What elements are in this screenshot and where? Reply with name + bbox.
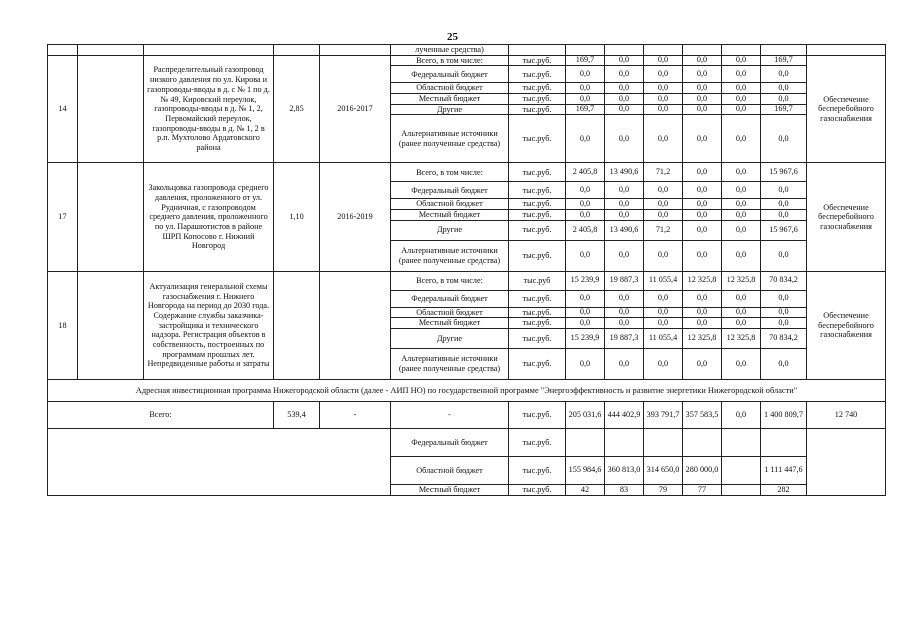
value-cell: [566, 429, 605, 457]
value-cell: 360 813,0: [605, 457, 644, 485]
value-cell: 0,0: [605, 349, 644, 380]
value-cell: 0,0: [605, 94, 644, 105]
value-cell: 0,0: [644, 199, 683, 210]
value-cell: 0,0: [761, 115, 807, 163]
goal-cell: Обеспечение бесперебойного газоснабжения: [807, 163, 886, 271]
value-cell: 0,0: [566, 66, 605, 83]
total-label: Всего:: [48, 402, 274, 429]
table-row: [48, 271, 886, 290]
value-cell: 15 239,9: [566, 329, 605, 349]
row-number: 17: [48, 163, 78, 271]
goal-cell: Обеспечение бесперебойного газоснабжения: [807, 271, 886, 379]
value-cell: 0,0: [683, 210, 722, 221]
value-cell: 169,7: [566, 104, 605, 115]
blank-cell: [807, 429, 886, 496]
length-cell: 2,85: [274, 55, 320, 163]
value-cell: 12 325,8: [722, 329, 761, 349]
total-length: 539,4: [274, 402, 320, 429]
funding-source: Другие: [391, 104, 509, 115]
value-cell: 0,0: [761, 240, 807, 271]
value-cell: 0,0: [644, 210, 683, 221]
program-header: Адресная инвестиционная программа Нижегородской области (далее - АИП НО) по государственной программе "Энергоэффективность и развитие энергетики Нижегородской области": [48, 380, 886, 402]
value-cell: 12 325,8: [683, 271, 722, 290]
value-cell: 0,0: [722, 349, 761, 380]
value-cell: 0,0: [605, 83, 644, 94]
value-cell: 0,0: [605, 104, 644, 115]
value-cell: 0,0: [605, 115, 644, 163]
value-cell: 2 405,8: [566, 163, 605, 182]
value-cell: 0,0: [761, 349, 807, 380]
value-cell: 0,0: [566, 210, 605, 221]
value-cell: 0,0: [722, 290, 761, 307]
funding-source: Альтернативные источники (ранее полученные средства): [391, 349, 509, 380]
value-cell: 0,0: [605, 307, 644, 318]
unit-cell: тыс.руб.: [509, 83, 566, 94]
value-cell: [722, 429, 761, 457]
table-cell: [78, 45, 144, 56]
total-value: 357 583,5: [683, 402, 722, 429]
length-cell: 1,10: [274, 163, 320, 271]
table-cell: [144, 45, 274, 56]
funding-source: Местный бюджет: [391, 318, 509, 329]
value-cell: 0,0: [644, 318, 683, 329]
value-cell: 0,0: [683, 55, 722, 66]
table-cell: [605, 45, 644, 56]
value-cell: 0,0: [683, 199, 722, 210]
value-cell: 0,0: [644, 94, 683, 105]
unit-cell: тыс.руб.: [509, 182, 566, 199]
value-cell: 0,0: [605, 210, 644, 221]
funding-source: Областной бюджет: [391, 457, 509, 485]
total-period: -: [320, 402, 391, 429]
unit-cell: тыс.руб.: [509, 349, 566, 380]
funding-source: Всего, в том числе:: [391, 163, 509, 182]
funding-source: Федеральный бюджет: [391, 429, 509, 457]
table-cell: [320, 45, 391, 56]
value-cell: 0,0: [722, 55, 761, 66]
value-cell: [722, 457, 761, 485]
value-cell: 0,0: [683, 240, 722, 271]
table-cell: [274, 45, 320, 56]
total-value: 444 402,9: [605, 402, 644, 429]
unit-cell: тыс.руб.: [509, 220, 566, 240]
unit-cell: тыс.руб.: [509, 485, 566, 496]
funding-source: Областной бюджет: [391, 307, 509, 318]
value-cell: 0,0: [722, 210, 761, 221]
value-cell: 0,0: [761, 199, 807, 210]
value-cell: 11 055,4: [644, 329, 683, 349]
funding-source: Всего, в том числе:: [391, 55, 509, 66]
value-cell: 0,0: [761, 210, 807, 221]
value-cell: 15 967,6: [761, 220, 807, 240]
total-extra: 12 740: [807, 402, 886, 429]
value-cell: 0,0: [644, 104, 683, 115]
funding-source: Областной бюджет: [391, 83, 509, 94]
value-cell: 71,2: [644, 163, 683, 182]
total-value: 1 400 809,7: [761, 402, 807, 429]
object-description: Актуализация генеральной схемы газоснабжения г. Нижнего Новгорода на период до 2030 года. Содержание службы заказчика-застройщика и технического надзора. Регистрация объектов в собственность, построенных по программам прошлых лет. Непредвиденные работы и затраты: [144, 271, 274, 379]
table-row: [48, 163, 886, 182]
value-cell: 0,0: [566, 199, 605, 210]
funding-source: Местный бюджет: [391, 94, 509, 105]
funding-source: Областной бюджет: [391, 199, 509, 210]
row-number: 18: [48, 271, 78, 379]
table-row: [48, 45, 886, 56]
value-cell: 0,0: [722, 104, 761, 115]
unit-cell: тыс.руб.: [509, 104, 566, 115]
table-cell: [509, 45, 566, 56]
value-cell: 0,0: [605, 182, 644, 199]
funding-source: Другие: [391, 329, 509, 349]
value-cell: 0,0: [644, 349, 683, 380]
value-cell: 13 490,6: [605, 163, 644, 182]
value-cell: 0,0: [683, 290, 722, 307]
value-cell: [683, 429, 722, 457]
value-cell: 0,0: [605, 66, 644, 83]
value-cell: 19 887,3: [605, 271, 644, 290]
table-cell: [644, 45, 683, 56]
value-cell: 0,0: [761, 94, 807, 105]
unit-cell: тыс.руб.: [509, 163, 566, 182]
table-body: [48, 45, 886, 496]
goal-cell: Обеспечение бесперебойного газоснабжения: [807, 55, 886, 163]
unit-cell: тыс.руб.: [509, 66, 566, 83]
table-cell: [48, 45, 78, 56]
total-value: 393 791,7: [644, 402, 683, 429]
unit-cell: тыс.руб: [509, 271, 566, 290]
value-cell: 13 490,6: [605, 220, 644, 240]
table-row: [48, 429, 886, 457]
value-cell: 0,0: [722, 94, 761, 105]
unit-cell: тыс.руб.: [509, 94, 566, 105]
funding-source: Местный бюджет: [391, 485, 509, 496]
value-cell: 0,0: [722, 163, 761, 182]
funding-source: Федеральный бюджет: [391, 66, 509, 83]
period-cell: [320, 271, 391, 379]
value-cell: 0,0: [683, 163, 722, 182]
value-cell: 0,0: [722, 182, 761, 199]
unit-cell: тыс.руб.: [509, 318, 566, 329]
value-cell: [605, 429, 644, 457]
value-cell: 12 325,8: [683, 329, 722, 349]
funding-source: Альтернативные источники (ранее полученные средства): [391, 240, 509, 271]
value-cell: 0,0: [605, 290, 644, 307]
object-description: Закольцовка газопровода среднего давления, проложенного от ул. Рудничная, с газопроводом среднего давления, проложенного по ул. Парашютистов в районе ШРП Копосово г. Нижний Новгород: [144, 163, 274, 271]
value-cell: 0,0: [722, 83, 761, 94]
value-cell: 1 111 447,6: [761, 457, 807, 485]
value-cell: 282: [761, 485, 807, 496]
unit-cell: тыс.руб.: [509, 115, 566, 163]
blank-cell: [78, 163, 144, 271]
value-cell: 0,0: [722, 115, 761, 163]
value-cell: 0,0: [566, 182, 605, 199]
value-cell: 70 834,2: [761, 271, 807, 290]
value-cell: 70 834,2: [761, 329, 807, 349]
value-cell: 169,7: [761, 104, 807, 115]
value-cell: 0,0: [644, 115, 683, 163]
funding-source: Всего, в том числе:: [391, 271, 509, 290]
value-cell: 19 887,3: [605, 329, 644, 349]
value-cell: 0,0: [683, 318, 722, 329]
value-cell: 0,0: [722, 66, 761, 83]
value-cell: 0,0: [644, 83, 683, 94]
unit-cell: тыс.руб.: [509, 199, 566, 210]
value-cell: [644, 429, 683, 457]
unit-cell: тыс.руб.: [509, 210, 566, 221]
value-cell: 0,0: [644, 182, 683, 199]
total-value: 0,0: [722, 402, 761, 429]
value-cell: 0,0: [644, 66, 683, 83]
object-description: Распределительный газопровод низкого давления по ул. Кирова и газопроводы-вводы в д. с № 1 по д. № 49, Кировский переулок, газопроводы-вводы в д. № 1, 2, Первомайский переулок, газопроводы-вводы в д. № 1, 2 в р.п. Мухтолово Ардатовского района: [144, 55, 274, 163]
total-unit: тыс.руб.: [509, 402, 566, 429]
value-cell: 77: [683, 485, 722, 496]
source-cell: лученные средства): [391, 45, 509, 56]
table-cell: [761, 45, 807, 56]
value-cell: [761, 429, 807, 457]
table-cell: [566, 45, 605, 56]
value-cell: 0,0: [683, 349, 722, 380]
value-cell: 83: [605, 485, 644, 496]
value-cell: 0,0: [722, 220, 761, 240]
value-cell: 0,0: [761, 318, 807, 329]
value-cell: 314 650,0: [644, 457, 683, 485]
value-cell: 79: [644, 485, 683, 496]
investment-table: [47, 44, 886, 496]
funding-source: Другие: [391, 220, 509, 240]
unit-cell: тыс.руб.: [509, 329, 566, 349]
value-cell: 0,0: [761, 290, 807, 307]
row-number: 14: [48, 55, 78, 163]
value-cell: 42: [566, 485, 605, 496]
page-number: 25: [447, 31, 458, 43]
table-cell: [683, 45, 722, 56]
unit-cell: тыс.руб.: [509, 307, 566, 318]
value-cell: 12 325,8: [722, 271, 761, 290]
value-cell: 0,0: [566, 349, 605, 380]
value-cell: 0,0: [722, 318, 761, 329]
value-cell: 0,0: [761, 307, 807, 318]
unit-cell: тыс.руб.: [509, 240, 566, 271]
value-cell: 0,0: [605, 55, 644, 66]
value-cell: 0,0: [566, 115, 605, 163]
total-source: -: [391, 402, 509, 429]
value-cell: 155 984,6: [566, 457, 605, 485]
value-cell: 0,0: [683, 83, 722, 94]
value-cell: 2 405,8: [566, 220, 605, 240]
value-cell: 0,0: [644, 307, 683, 318]
value-cell: 0,0: [722, 199, 761, 210]
blank-cell: [48, 429, 391, 496]
unit-cell: тыс.руб.: [509, 429, 566, 457]
value-cell: 0,0: [566, 94, 605, 105]
value-cell: 0,0: [644, 55, 683, 66]
value-cell: 0,0: [644, 290, 683, 307]
value-cell: 0,0: [761, 83, 807, 94]
value-cell: 0,0: [761, 66, 807, 83]
unit-cell: тыс.руб.: [509, 55, 566, 66]
table-cell: [807, 45, 886, 56]
value-cell: 0,0: [683, 115, 722, 163]
value-cell: 0,0: [566, 307, 605, 318]
unit-cell: тыс.руб.: [509, 290, 566, 307]
value-cell: 0,0: [722, 240, 761, 271]
value-cell: 15 239,9: [566, 271, 605, 290]
program-header-row: [48, 380, 886, 402]
value-cell: 0,0: [566, 240, 605, 271]
funding-source: Федеральный бюджет: [391, 290, 509, 307]
value-cell: 0,0: [683, 307, 722, 318]
value-cell: 0,0: [683, 104, 722, 115]
value-cell: 0,0: [683, 94, 722, 105]
table-row: [48, 55, 886, 66]
blank-cell: [78, 55, 144, 163]
total-row: [48, 402, 886, 429]
value-cell: 0,0: [722, 307, 761, 318]
value-cell: 0,0: [683, 220, 722, 240]
funding-source: Местный бюджет: [391, 210, 509, 221]
unit-cell: тыс.руб.: [509, 457, 566, 485]
funding-source: Федеральный бюджет: [391, 182, 509, 199]
value-cell: 15 967,6: [761, 163, 807, 182]
value-cell: 280 000,0: [683, 457, 722, 485]
period-cell: 2016-2017: [320, 55, 391, 163]
blank-cell: [78, 271, 144, 379]
value-cell: [722, 485, 761, 496]
table-cell: [722, 45, 761, 56]
value-cell: 0,0: [566, 83, 605, 94]
length-cell: [274, 271, 320, 379]
value-cell: 0,0: [644, 240, 683, 271]
value-cell: 0,0: [566, 290, 605, 307]
value-cell: 0,0: [683, 182, 722, 199]
period-cell: 2016-2019: [320, 163, 391, 271]
funding-source: Альтернативные источники (ранее полученные средства): [391, 115, 509, 163]
value-cell: 0,0: [683, 66, 722, 83]
value-cell: 169,7: [761, 55, 807, 66]
value-cell: 71,2: [644, 220, 683, 240]
value-cell: 11 055,4: [644, 271, 683, 290]
value-cell: 0,0: [605, 318, 644, 329]
value-cell: 0,0: [761, 182, 807, 199]
value-cell: 0,0: [605, 240, 644, 271]
value-cell: 169,7: [566, 55, 605, 66]
value-cell: 0,0: [605, 199, 644, 210]
total-value: 205 031,6: [566, 402, 605, 429]
value-cell: 0,0: [566, 318, 605, 329]
